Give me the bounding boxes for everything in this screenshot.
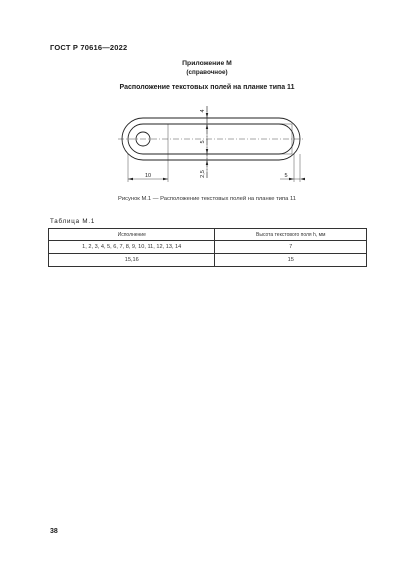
section-title: Расположение текстовых полей на планке типа 11 (119, 84, 295, 91)
dimension-left: 10 (144, 173, 152, 179)
document-header: ГОСТ Р 70616—2022 (50, 43, 128, 52)
table-cell: 15,16 (49, 254, 215, 267)
dimension-middle: 5 (200, 140, 206, 144)
figure-caption: Рисунок М.1 — Расположение текстовых полей на планке типа 11 (117, 196, 297, 202)
table-cell: 1, 2, 3, 4, 5, 6, 7, 8, 9, 10, 11, 12, 13, 14 (49, 241, 215, 254)
table-cell: 15 (215, 254, 367, 267)
table-row (49, 254, 367, 267)
technical-drawing (110, 98, 310, 190)
table-header-row (49, 229, 367, 241)
annex-note: (справочное) (186, 69, 228, 76)
column-header: Высота текстового поля h, мм (215, 229, 367, 241)
dimension-top: 4 (200, 109, 206, 113)
annex-title: Приложение М (182, 60, 232, 67)
data-table (48, 228, 367, 267)
table-cell: 7 (215, 241, 367, 254)
page-number: 38 (50, 528, 58, 535)
table-row (49, 241, 367, 254)
column-header: Исполнение (49, 229, 215, 241)
dimension-bottom: 2,5 (200, 170, 206, 178)
dimension-right: 5 (284, 173, 288, 179)
table-label: Таблица М.1 (50, 218, 96, 225)
